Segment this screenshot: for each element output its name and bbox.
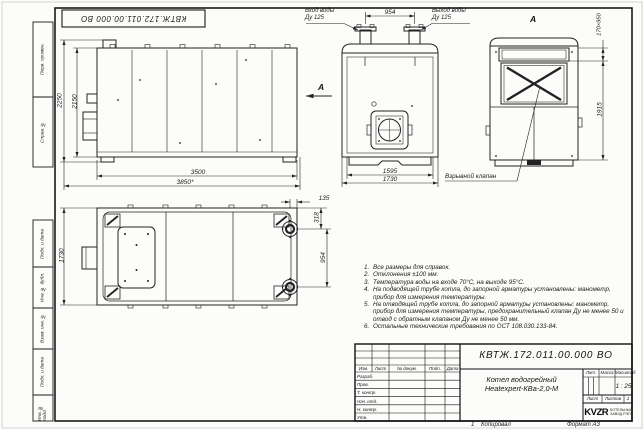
strip-inv-podl: Инв. № подл. <box>38 404 48 421</box>
scale-label: Масштаб <box>615 370 636 375</box>
company-line2: ЗАВОД РЭП <box>610 412 631 416</box>
strip-vzam-inv: Взам. инв. № <box>40 313 46 344</box>
format-label: Формат А3 <box>567 422 600 428</box>
dim-2250: 2250 <box>56 93 64 108</box>
mass-label: Масса <box>600 370 614 375</box>
note-item: 1. Все размеры для справок. <box>371 264 631 271</box>
plan-view-dimensions <box>60 199 331 305</box>
dim-3850: 3850* <box>176 179 194 186</box>
dim-1730-front: 1730 <box>382 176 398 183</box>
note-item: 6. Остальные технические требования по ОСТ 108.030.133-84. <box>371 323 631 330</box>
sheet-label: Лист <box>586 396 599 401</box>
notes-list <box>357 264 631 331</box>
strip-sprav-no: Справ. № <box>40 121 46 143</box>
strip-podp-data-1: Подп. и дата <box>40 228 46 259</box>
copy-mark: 1 <box>471 422 475 428</box>
product-name <box>461 375 582 393</box>
inlet-callout <box>305 8 347 22</box>
copied-label: Копировал <box>481 422 511 428</box>
inlet-line1: Вход воды <box>305 8 335 14</box>
technical-notes <box>357 264 631 331</box>
note-item: 3. Температура воды на входе 70°С, на выходе 95°С. <box>371 279 631 286</box>
strip-perv-primen: Перв. примен. <box>40 43 46 76</box>
dim-1915: 1915 <box>596 102 604 117</box>
sign-utv: Утв. <box>357 415 368 420</box>
sheets-label: Листов <box>605 396 621 401</box>
sign-prov: Пров. <box>357 382 369 388</box>
view-arrow-a-label: А <box>318 82 325 92</box>
sign-nkontr: Н. контр. <box>357 406 378 412</box>
col-list: Лист <box>374 366 387 371</box>
front-view-linework <box>342 25 438 166</box>
dim-170x950: 170×950 <box>596 13 603 36</box>
explosion-valve-callout: Взрывной клапан <box>445 173 497 180</box>
dim-954-plan: 954 <box>320 252 327 263</box>
strip-podp-data-2: Подп. и дата <box>40 356 46 388</box>
col-podp: Подп. <box>429 366 441 371</box>
sheets-value: 1 <box>626 396 630 401</box>
rear-view-label: А <box>530 14 537 24</box>
title-doc-number: КВТЖ.172.011.00.000 ВО <box>479 350 613 361</box>
outlet-callout <box>432 8 478 22</box>
dim-3500: 3500 <box>190 169 206 176</box>
dim-2150: 2150 <box>71 94 79 109</box>
col-data: Дата <box>446 366 459 371</box>
dim-318: 318 <box>313 212 321 223</box>
side-view-dimensions <box>60 40 332 190</box>
company-logo <box>584 404 631 420</box>
kvzr-logo-text: KVZR <box>584 406 609 418</box>
company-line1: КОТЕЛЬНЫЙ <box>610 408 633 412</box>
lit-label: Лит. <box>585 370 597 375</box>
note-item: 4. На подводящей трубе котла, до запорной арматуры установлены: манометр, прибор для измерения температуры. <box>371 286 631 301</box>
company-name <box>610 408 633 416</box>
sign-tkontr: Т. контр. <box>357 390 377 396</box>
plan-view-linework <box>82 205 298 308</box>
dim-135: 135 <box>318 195 330 202</box>
side-view-linework <box>83 40 297 162</box>
page-edge-border <box>2 2 642 428</box>
product-name-line1: Котел водогрейный <box>486 375 557 384</box>
col-izm: Изм. <box>358 366 369 371</box>
outlet-line1: Выход воды <box>432 8 466 14</box>
scale-value: 1 : 25 <box>615 383 632 390</box>
note-item: 2. Отклонения ±100 мм. <box>371 271 631 278</box>
dim-1595: 1595 <box>382 167 398 175</box>
col-docum: № докум. <box>397 366 417 371</box>
rear-view-linework <box>486 38 582 166</box>
product-name-line2: Heatexpert-КВа-2,0-М <box>484 384 559 393</box>
top-doc-number: КВТЖ.172.011.00.000 ВО <box>80 14 187 23</box>
sign-nachotd: Нач. отд. <box>357 398 378 404</box>
strip-inv-dubl: Инв. № дубл. <box>40 272 46 303</box>
sign-razrab: Разраб. <box>357 374 374 379</box>
note-item: 5. На отводящей трубе котла, до запорной арматуры установлены: манометр, прибор для измерения температуры, предохранительный клапан Ду не менее 50 и отвод с обратным клапаном Ду не менее 50 мм. <box>371 301 631 323</box>
dim-954-nozzles: 954 <box>384 8 396 16</box>
dim-1730-plan: 1730 <box>58 248 66 263</box>
inlet-line2: Ду 125 <box>305 15 324 21</box>
outlet-line2: Ду 125 <box>432 15 451 21</box>
